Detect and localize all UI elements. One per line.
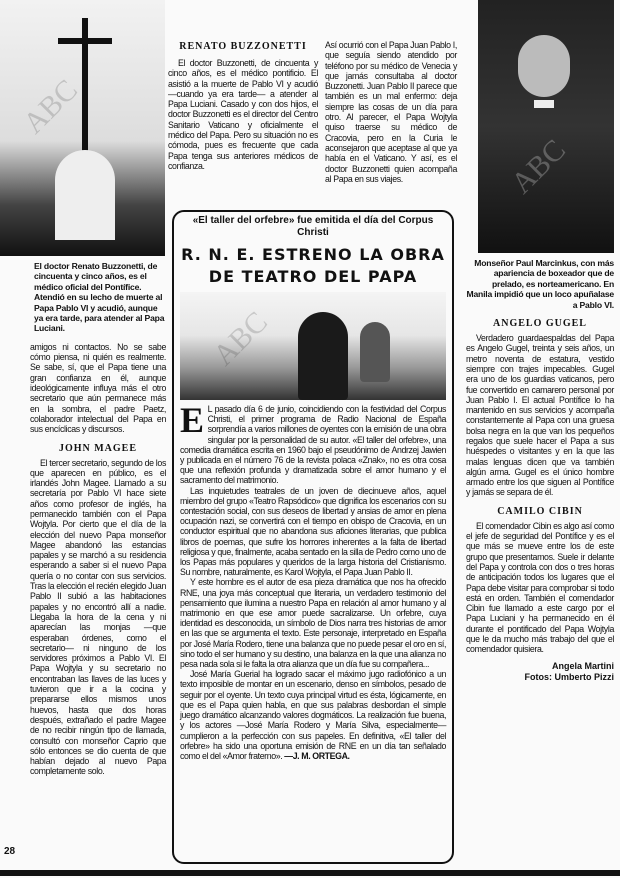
collar (534, 100, 554, 108)
article-p4-text: José María Guerial ha logrado sacar el máximo jugo radiofónico a un texto imposible de montar en un escenario, denso en símbolos, pesado de seguir por el oyente. Un texto cuya principal virtud es ésta, lógicamente, en que es el Papa quien habla, en que sus palabras desbordan el simple juego dramático alcanzando valores dogmáticos. La realización fue buena, y los actores —José María Rodero y María Silva, especialmente— cumplieron a la perfección con sus papeles. En definitiva, «El taller del orfebre» ha sido una oportuna emisión de RNE en un día tan señalado como el del «Amor fraterno». (180, 669, 446, 761)
right-photo-caption: Monseñor Paul Marcinkus, con más apariencia de boxeador que de prelado, es norteamericano. En Manila impidió que un loco apuñalase a Pablo VI. (466, 258, 614, 310)
woman-figure (298, 312, 348, 400)
article-p1-text: L pasado día 6 de junio, coincidiendo con la festividad del Corpus Christi, el primer programa de Radio Nacional de España sorprendía a varios millones de oyentes con la emisión de una obra singular por la personalidad de su autor. «El taller del orfebre», una comedia dramática escrita en 1960 bajo el pseudónimo de Andrzej Jawien y publicada en el número 76 de la revista polaca «Znak», no es otra cosa que una reflexión profunda y dramatizada sobre el amor humano y el sacramento del matrimonio. (180, 404, 446, 486)
bottom-rule (0, 870, 620, 876)
buzzonetti-col2: Así ocurrió con el Papa Juan Pablo I, que seguía siendo atendido por teléfono por su médico de Venecia y que jamás consultaba al doctor Buzzonetti. Juan Pablo II parece que también es un mal enfermo: deja siempre las cosas de un día para otro. Al parecer, el Papa Wojtyla quiso traerse su médico de Cracovia, pero en la Curia le aconsejaron que aceptase al que ya había en el Vaticano. Y así, es el doctor Buzzonetti quien acompaña al Papa en sus viajes. (325, 40, 457, 184)
article-p3: Y este hombre es el autor de esa pieza dramática que nos ha ofrecido RNE, una joya más conceptual que literaria, un verdadero testimonio del pensamiento que ilumina a nuestro Papa en relación al amor humano y al matrimonio en que ese amor puede sacralizarse. Un orfebre, cuya identidad es desconocida, un símbolo de Dios narra tres historias de amor en las que se argumenta el texto. Este personaje, interpretado en España por José María Rodero, tiene una balanza que no puede pesar el oro en sí, sino todo el ser humano y su destino, una balanza en la que una alianza no pesa nada sola si le falta la otra alianza que un día fue su compañera... (180, 577, 446, 670)
boxed-article (172, 210, 454, 864)
article-p2: Las inquietudes teatrales de un joven de diecinueve años, aquel miembro del grupo «Teatro Rapsódico» que dignifica los escenarios con su contestación social, con sus deseos de libertad y ansias de amor en plena ocupación nazi, se convertirá con el tiempo en obispo de Cracovia, en un conductor espiritual que no abandona sus aficiones literarias, que publica libros de poemas, que sufre los horrores inherentes a la falta de libertad religiosa y que, finalmente, acaba sentado en la silla de Pedro como uno de los Papas más populares y queridos de la larga historia del Cristianismo. Su nombre, naturalmente, es Karol Wojtyla, el Papa Juan Pablo II. (180, 485, 446, 578)
article-kicker: «El taller del orfebre» fue emitida el día del Corpus Christi (192, 215, 434, 238)
article-p1 (180, 400, 446, 486)
article-signature: —J. M. ORTEGA. (284, 750, 350, 761)
page-number: 28 (4, 846, 16, 857)
heading-angelo-gugel: ANGELO GUGEL (493, 318, 587, 330)
buzzonetti-col1: El doctor Buzzonetti, de cincuenta y cinco años, es el médico pontificio. El asistió a la muerte de Pablo VI y acudió —cuando ya era tarde— a atender al Papa Luciani. Casado y con dos hijos, el doctor Buzzonetti es el director del Centro Sanitario Vaticano y oficialmente el médico del Papa. Pero su situación no es cómoda, pues es frecuente que cada Papa tenga sus anteriores médicos de confianza. (168, 58, 318, 171)
article-body (180, 400, 446, 761)
child-figure (360, 322, 390, 382)
marcinkus-photo (478, 0, 614, 253)
photos-credit: Fotos: Umberto Pizzi (524, 671, 614, 682)
watermark-logo: ABC (505, 133, 572, 201)
crucifix-photo (0, 0, 165, 256)
article-title: R. N. E. ESTRENO LA OBRA DE TEATRO DEL PAPA (181, 245, 445, 286)
left-photo-caption: El doctor Renato Buzzonetti, de cincuenta y cinco años, es el médico oficial del Pontífice. Atendió en su lecho de muerte al Papa Pablo VI y acudió, aunque ya era tarde, para atender al Papa Luciani. (34, 261, 165, 334)
watermark-logo: ABC (17, 73, 84, 141)
cross-horizontal (58, 38, 112, 44)
heading-john-magee: JOHN MAGEE (58, 442, 138, 454)
watermark-logo: ABC (207, 305, 274, 373)
left-text-1: amigos ni contactos. No se sabe cómo piensa, ni quién es realmente. Se sabe, sí, que el Papa tiene una gran confianza en él, aunque ideológicamente influya más el otro secretario que aún permanece más en la sombra, el padre Paetz, colaborador intelectual del Papa en sus encíclicas y discursos. (30, 341, 166, 435)
left-column (30, 261, 166, 777)
article-p4 (180, 669, 446, 761)
face (518, 35, 570, 97)
heading-renato-buzzonetti: RENATO BUZZONETTI (179, 41, 307, 52)
right-column (466, 258, 614, 683)
right-text-1: Verdadero guardaespaldas del Papa es Angelo Gugel, treinta y seis años, un metro noventa de estatura, vestido siempre con trajes impecables. Gugel era uno de los guardias vaticanos, pero fue convertido en camarero personal por Juan Pablo I. El actual Pontífice lo ha mantenido en sus servicios y acompaña constantemente al Papa con una gruesa bolsa negra en la que van los pequeños regalos que suele hacer el Papa a sus huéspedes o visitantes y en la que las malas lenguas dicen que va también algún arma. Gugel es el único hombre armado entre los que siguen al Pontífice y jamás se separa de él. (466, 333, 614, 498)
heading-camilo-cibin: CAMILO CIBIN (497, 505, 583, 517)
theatre-photo (180, 292, 446, 400)
author-credit: Angela Martini (551, 660, 614, 671)
drop-cap: E (180, 400, 204, 440)
right-text-2: El comendador Cibin es algo así como el jefe de seguridad del Pontífice y es el que más se mueve entre los de este grupo que presentamos. Suele ir delante del Papa y controla con dos o tres horas de anticipación todos los lugares que el Papa debe visitar para comprobar si todo está en orden. También el comendador Cibin fue llamado a este cargo por el Papa Luciani y ha permanecido en él durante el pontificado del Papa Wojtyla que le da mucho más trabajo del que el comendador quisiera. (466, 520, 615, 655)
left-text-2: El tercer secretario, segundo de los que aparecen en público, es el irlandés John Magee. Llamado a su secretaría por Pablo VI hace siete años como profesor de inglés, ha permanecido también con el Papa Wojtyla. Por cierto que el día de la elección del nuevo Papa monseñor Magee abandonó las estancias papales y se marchó a su residencia esperando a saber si el nuevo Papa quería o no contar con sus servicios. Tras la elección el recién elegido Juan Pablo II subió a las habitaciones papales y no encontró allí a nadie. Llegaba la hora de la cena y ni aparecían las monjas —que esperaban órdenes, como el secretario— ni ninguno de los servidores próximos a Pablo VI. El Papa Wojtyla y su secretario no encontraban las llaves de las luces y tuvieron que ir a la cocina y prepararse ellos mismos unos huevos, hasta que dos horas después, extrañado el padre Magee de no recibir ningún tipo de llamada, consultó con monseñor Caprio que sólo entonces se dio cuenta de que habían dejado al nuevo Papa completamente solo. (30, 457, 166, 777)
figure-robe (55, 150, 115, 240)
